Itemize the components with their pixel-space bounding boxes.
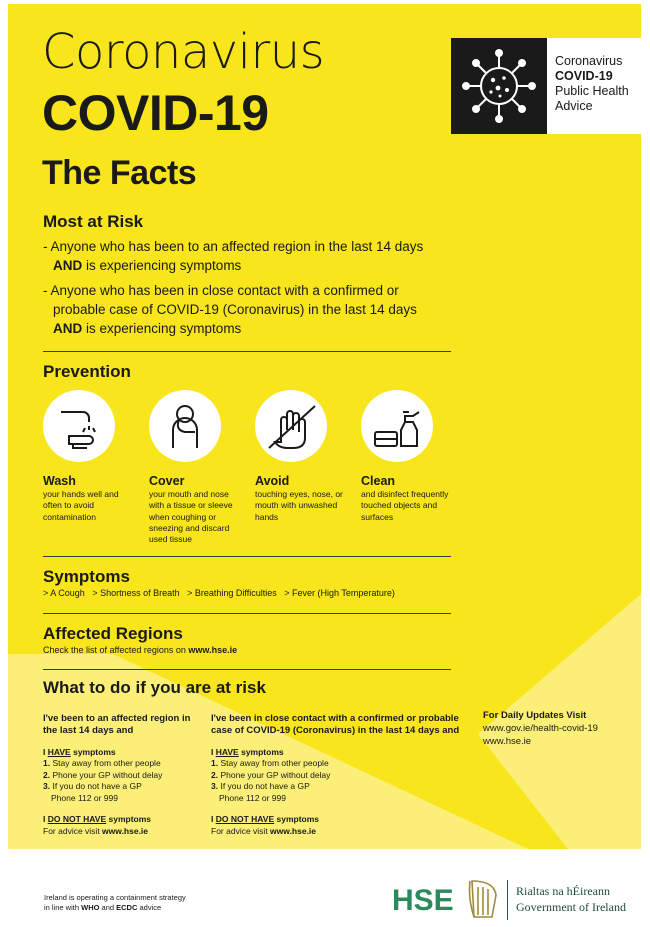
cough-cover-icon (149, 390, 221, 462)
advice-line: For advice visit www.hse.ie (43, 825, 149, 836)
divider (43, 351, 451, 352)
government-of-ireland-logo: Rialtas na hÉireann Government of Ireland (516, 884, 626, 914)
title-coronavirus: Coronavirus (42, 24, 325, 80)
risk-item-1: - Anyone who has been to an affected region in the last 14 days AND is experiencing symptoms (43, 239, 424, 274)
gov-link[interactable]: www.gov.ie/health-covid-19 (483, 722, 598, 734)
step-item: 1. Stay away from other people (211, 758, 329, 769)
symptoms-list (43, 588, 400, 598)
prevention-item-avoid (255, 390, 355, 523)
step-item: 2. Phone your GP without delay (43, 769, 163, 780)
badge-line4: Advice (555, 99, 593, 113)
divider (43, 613, 451, 614)
prevention-item-wash (43, 390, 143, 523)
badge-line2: COVID-19 (555, 69, 613, 83)
hse-link[interactable]: www.hse.ie (270, 825, 317, 836)
symptom-item: > Breathing Difficulties (187, 588, 277, 598)
badge-line3: Public Health (555, 84, 629, 98)
prevention-title: Wash (43, 474, 76, 488)
prevention-title: Avoid (255, 474, 290, 488)
what-to-do-heading: What to do if you are at risk (43, 678, 266, 697)
updates-heading: For Daily Updates Visit (483, 710, 587, 721)
public-health-badge (451, 38, 641, 134)
containment-note: Ireland is operating a containment strategy in line with WHO and ECDC advice (44, 893, 186, 912)
not-have-symptoms-heading: I DO NOT HAVE symptoms (211, 814, 320, 825)
hand-wash-icon (43, 390, 115, 462)
hse-link[interactable]: www.hse.ie (102, 825, 149, 836)
spray-clean-icon (361, 390, 433, 462)
step-item: 1. Stay away from other people (43, 758, 161, 769)
advice-line: For advice visit www.hse.ie (211, 825, 317, 836)
hse-link[interactable]: www.hse.ie (188, 645, 238, 655)
divider (43, 669, 451, 670)
virus-icon (451, 38, 547, 134)
have-symptoms-heading: I HAVE symptoms (43, 746, 116, 757)
divider (507, 880, 508, 920)
column-heading: I've been in close contact with a confirmed or probable case of COVID-19 (Coronavirus) in the last 14 days and (211, 713, 460, 736)
step-continuation: Phone 112 or 999 (51, 792, 118, 803)
not-have-symptoms-heading: I DO NOT HAVE symptoms (43, 814, 152, 825)
title-the-facts: The Facts (42, 154, 197, 192)
poster (8, 4, 641, 924)
column-affected-region (43, 713, 203, 837)
daily-updates (483, 710, 598, 748)
hse-link[interactable]: www.hse.ie (483, 735, 532, 747)
hse-logo (390, 878, 454, 918)
svg-text:HSE: HSE (392, 884, 454, 917)
symptom-item: > Fever (High Temperature) (284, 588, 395, 598)
step-item: 3. If you do not have a GP (211, 781, 310, 792)
step-continuation: Phone 112 or 999 (219, 792, 286, 803)
step-item: 2. Phone your GP without delay (211, 769, 331, 780)
prevention-item-clean (361, 390, 461, 523)
prevention-desc: your hands well and often to avoid contamination (43, 489, 119, 522)
harp-emblem-icon (466, 877, 500, 921)
most-at-risk-heading: Most at Risk (43, 212, 144, 231)
affected-regions-heading: Affected Regions (43, 624, 183, 643)
prevention-item-cover (149, 390, 249, 545)
no-touch-icon (255, 390, 327, 462)
prevention-title: Clean (361, 474, 396, 488)
have-symptoms-heading: I HAVE symptoms (211, 746, 284, 757)
column-heading: I've been to an affected region in the last 14 days and (43, 713, 191, 736)
symptom-item: > A Cough (43, 588, 85, 598)
prevention-desc: and disinfect frequently touched objects and surfaces (361, 489, 449, 522)
prevention-title: Cover (149, 474, 185, 488)
symptoms-heading: Symptoms (43, 567, 130, 586)
affected-regions-text: Check the list of affected regions on www.hse.ie (43, 645, 238, 655)
title-covid19: COVID-19 (42, 85, 269, 141)
column-close-contact (211, 713, 461, 837)
prevention-desc: your mouth and nose with a tissue or sleeve when coughing or sneezing and discard used tissue (149, 489, 233, 545)
prevention-desc: touching eyes, nose, or mouth with unwashed hands (255, 489, 343, 522)
risk-item-2: - Anyone who has been in close contact with a confirmed or probable case of COVID-19 (Coronavirus) in the last 14 days AND is experiencing symptoms (43, 283, 417, 337)
divider (43, 556, 451, 557)
prevention-heading: Prevention (43, 362, 131, 381)
badge-line1: Coronavirus (555, 54, 623, 68)
step-item: 3. If you do not have a GP (43, 781, 142, 792)
symptom-item: > Shortness of Breath (92, 588, 180, 598)
